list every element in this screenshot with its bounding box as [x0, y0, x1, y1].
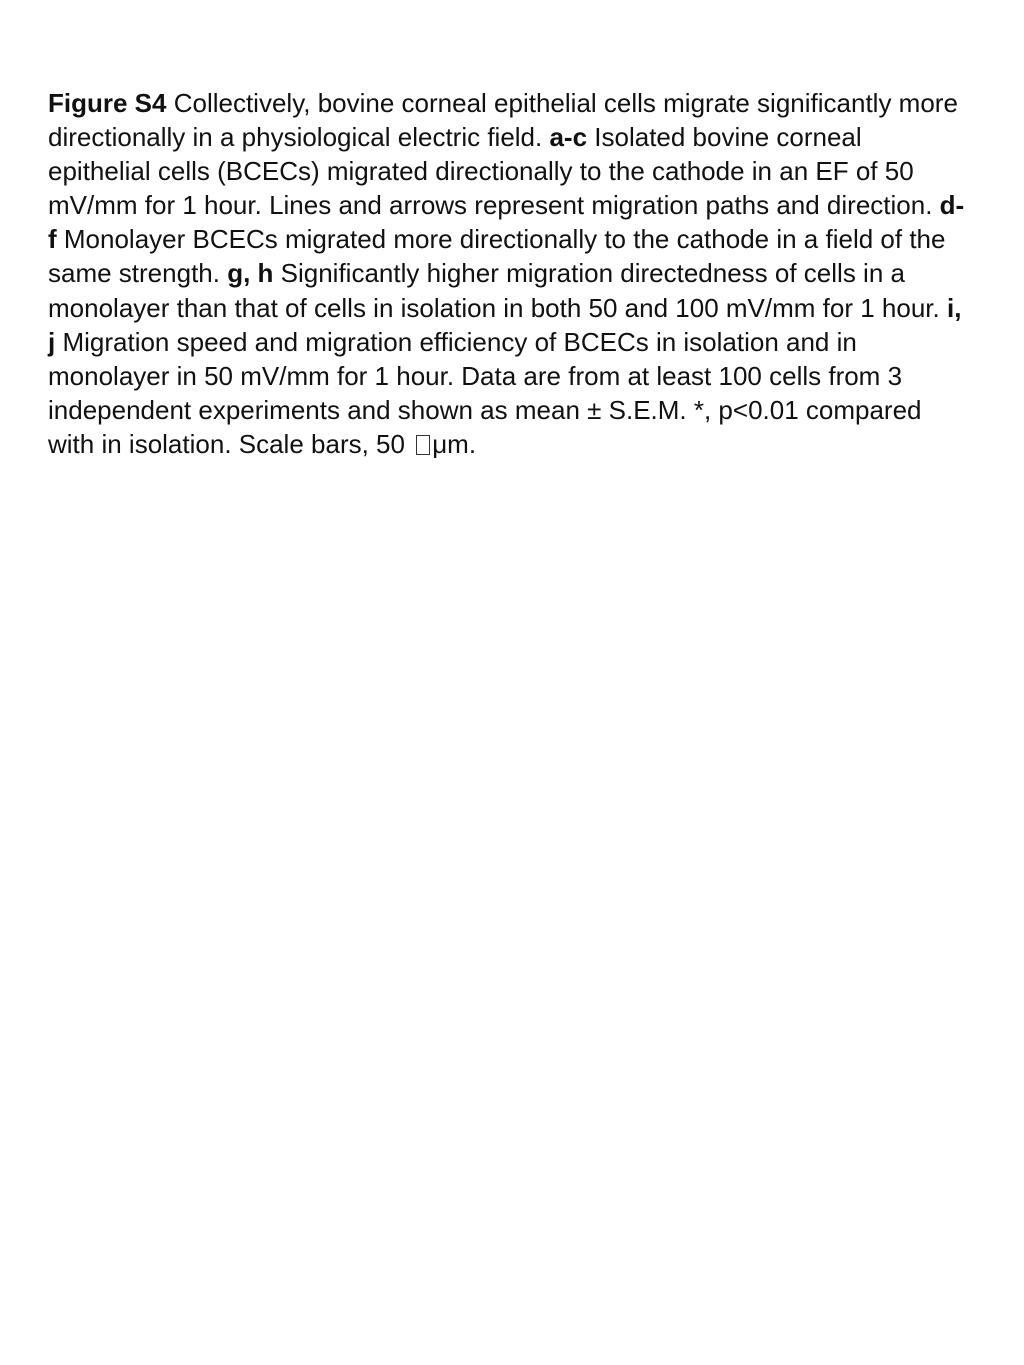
caption-text-4: Significantly higher migration directedness of cells in a monolayer than that of cells in isolation in both 50 and 100 mV/mm for 1 hour.	[48, 258, 947, 323]
panel-label-d-f: d-f	[48, 190, 965, 255]
missing-glyph-icon	[416, 435, 430, 455]
caption-text-1: Collectively, bovine corneal epithelial cells migrate significantly more directionally in a physiological electric field.	[48, 88, 958, 153]
caption-text-5: Migration speed and migration efficiency of BCECs in isolation and in monolayer in 50 mV/mm for 1 hour. Data are from at least 100 cells from 3 independent experiments and shown as mean ± S.E.M. *, p<0.01 compared with in isolation. Scale bars, 50	[48, 326, 922, 459]
figure-caption	[48, 86, 968, 461]
caption-unit: μm.	[432, 428, 477, 459]
caption-text-2: Isolated bovine corneal epithelial cells (BCECs) migrated directionally to the cathode in an EF of 50 mV/mm for 1 hour. Lines and arrows represent migration paths and direction.	[48, 122, 940, 221]
figure-label: Figure S4	[48, 88, 167, 118]
panel-label-i-j: i, j	[48, 292, 962, 357]
document-page	[48, 86, 968, 461]
panel-label-a-c: a-c	[549, 122, 588, 153]
panel-label-g-h: g, h	[227, 258, 274, 289]
caption-text-3: Monolayer BCECs migrated more directionally to the cathode in a field of the same strength.	[48, 224, 946, 289]
